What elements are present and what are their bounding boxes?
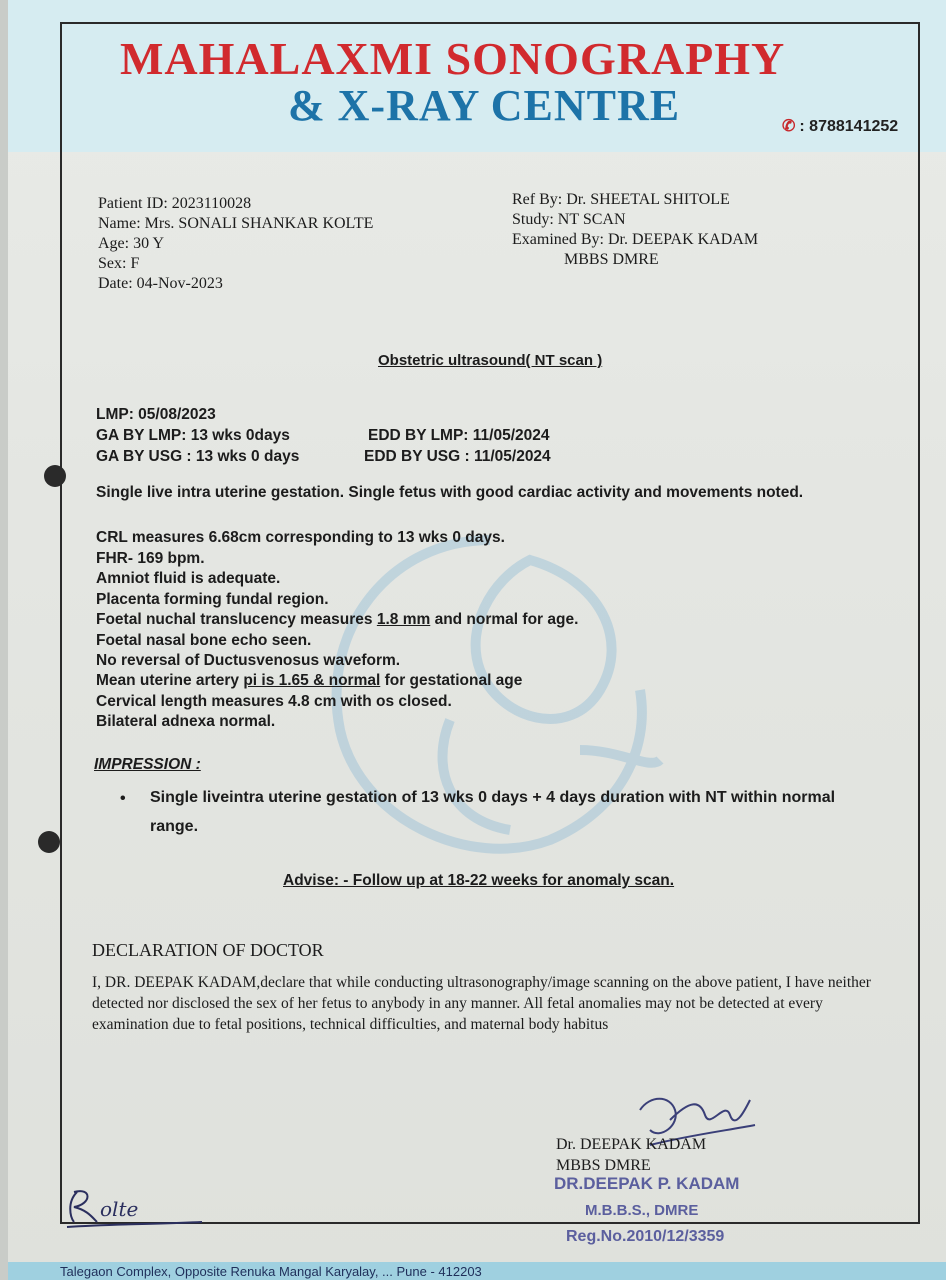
advise: Advise: - Follow up at 18-22 weeks for anomaly scan. [283, 872, 675, 889]
edd-by-usg: EDD BY USG : 11/05/2024 [364, 448, 551, 465]
patient-name: Name: Mrs. SONALI SHANKAR KOLTE [98, 215, 374, 232]
uterine-prefix: Mean uterine artery [96, 672, 244, 689]
clinic-subtitle: & X-RAY CENTRE [288, 81, 681, 130]
nt-value: 1.8 mm [376, 611, 431, 628]
uterine-value: pi is 1.65 & normal [243, 672, 381, 689]
finding-crl: CRL measures 6.68cm corresponding to 13 wks 0 days. [96, 529, 505, 546]
clinic-phone [782, 116, 898, 136]
finding-fhr: FHR- 169 bpm. [96, 550, 205, 567]
stamp-name: DR.DEEPAK P. KADAM [554, 1174, 740, 1193]
examiner-qualification: MBBS DMRE [564, 251, 659, 268]
ga-by-lmp: GA BY LMP: 13 wks 0days [96, 427, 290, 444]
nt-prefix: Foetal nuchal translucency measures [96, 611, 377, 628]
impression-label: IMPRESSION : [94, 756, 201, 773]
referral-info [512, 190, 758, 270]
patient-info [98, 194, 373, 294]
phone-number: : 8788141252 [799, 118, 899, 135]
patient-id: Patient ID: 2023110028 [98, 195, 252, 212]
impression-line2: range. [150, 818, 199, 835]
finding-adnexa: Bilateral adnexa normal. [96, 713, 276, 730]
punch-hole-bottom [38, 831, 60, 853]
lmp: LMP: 05/08/2023 [96, 406, 216, 423]
finding-nasal: Foetal nasal bone echo seen. [96, 632, 312, 649]
finding-cervical: Cervical length measures 4.8 cm with os closed. [96, 693, 452, 710]
signing-doctor: Dr. DEEPAK KADAM [556, 1136, 707, 1153]
uterine-suffix: for gestational age [380, 672, 523, 689]
nt-suffix: and normal for age. [430, 611, 579, 628]
declaration-title: DECLARATION OF DOCTOR [92, 940, 324, 960]
finding-uterine [96, 672, 522, 690]
impression-bullet: • [120, 790, 126, 807]
declaration-text: I, DR. DEEPAK KADAM,declare that while conducting ultrasonography/image scanning on the above patient, I have neither detected nor disclosed the sex of her fetus to anybody in any manner. All fetal anomalies may not be detected at every examination due to fetal positions, technical difficulties, and maternal body habitus [92, 974, 871, 1033]
edd-by-lmp: EDD BY LMP: 11/05/2024 [368, 427, 550, 444]
stamp-reg-no: Reg.No.2010/12/3359 [566, 1228, 725, 1245]
punch-hole-top [44, 465, 66, 487]
impression-line1: Single liveintra uterine gestation of 13 wks 0 days + 4 days duration with NT within normal [150, 789, 836, 806]
finding-ductus: No reversal of Ductusvenosus waveform. [96, 652, 401, 669]
report-heading: Obstetric ultrasound( NT scan ) [378, 352, 603, 369]
stamp-degree: M.B.B.S., DMRE [585, 1202, 699, 1219]
phone-icon: ✆ [782, 118, 796, 135]
patient-signature-icon [62, 1182, 212, 1232]
patient-age: Age: 30 Y [98, 235, 165, 252]
clinic-name: MAHALAXMI SONOGRAPHY [120, 33, 786, 84]
report-date: Date: 04-Nov-2023 [98, 275, 223, 292]
finding-amniotic: Amniot fluid is adequate. [96, 570, 281, 587]
footer-address: Talegaon Complex, Opposite Renuka Mangal Karyalay, ... Pune - 412203 [60, 1264, 482, 1279]
study: Study: NT SCAN [512, 211, 626, 228]
patient-sex: Sex: F [98, 255, 140, 272]
ga-by-usg: GA BY USG : 13 wks 0 days [96, 448, 300, 465]
summary: Single live intra uterine gestation. Single fetus with good cardiac activity and movements noted. [96, 484, 804, 501]
finding-placenta: Placenta forming fundal region. [96, 591, 329, 608]
finding-nt [96, 611, 578, 629]
signing-qualification: MBBS DMRE [556, 1157, 651, 1174]
examined-by: Examined By: Dr. DEEPAK KADAM [512, 231, 759, 248]
svg-text:olte: olte [100, 1197, 139, 1221]
ref-by: Ref By: Dr. SHEETAL SHITOLE [512, 191, 730, 208]
